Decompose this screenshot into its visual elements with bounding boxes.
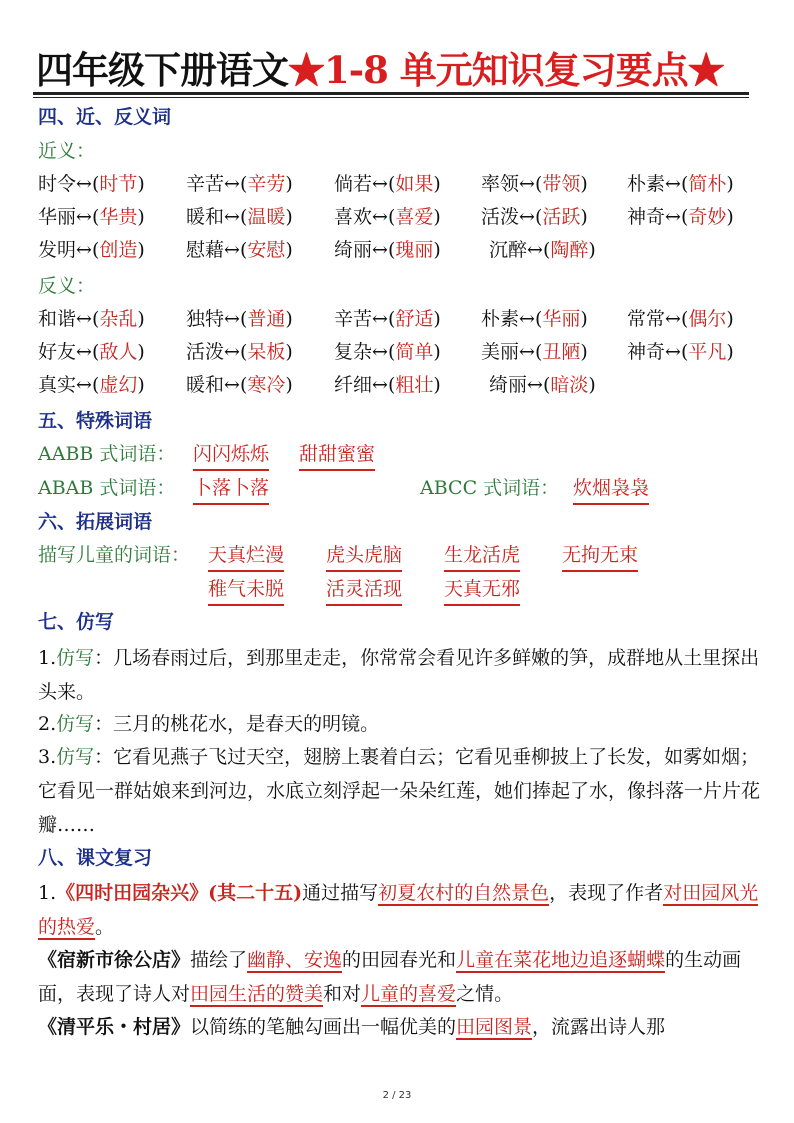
double-arrow-icon: ↔ xyxy=(665,206,681,228)
antonym-word: 朴素 xyxy=(481,308,520,330)
double-arrow-icon: ↔ xyxy=(665,341,681,363)
double-arrow-icon: ↔ xyxy=(372,239,388,261)
title-divider xyxy=(33,92,749,95)
double-arrow-icon: ↔ xyxy=(372,374,388,396)
double-arrow-icon: ↔ xyxy=(372,308,388,330)
synonym-answer: 时节 xyxy=(99,173,138,195)
double-arrow-icon: ↔ xyxy=(372,206,388,228)
synonym-pair: 倘若↔(如果) xyxy=(334,173,441,195)
synonym-pair: 朴素↔(简朴) xyxy=(627,173,734,195)
synonym-answer: 奇妙 xyxy=(688,206,727,228)
double-arrow-icon: ↔ xyxy=(224,173,240,195)
title-main: 四年级下册语文 xyxy=(36,48,288,92)
antonym-word: 常常 xyxy=(627,308,666,330)
children-word: 天真无邪 xyxy=(444,574,520,606)
imitation-item: 2.仿写：三月的桃花水，是春天的明镜。 xyxy=(38,713,380,735)
antonym-pair: 绮丽↔(暗淡) xyxy=(489,374,596,396)
antonym-word: 辛苦 xyxy=(334,308,373,330)
antonym-pair: 活泼↔(呆板) xyxy=(186,341,293,363)
antonym-pair: 暖和↔(寒冷) xyxy=(186,374,293,396)
synonym-answer: 温暖 xyxy=(247,206,286,228)
antonym-pair: 和谐↔(杂乱) xyxy=(38,308,145,330)
synonym-word: 神奇 xyxy=(627,206,666,228)
double-arrow-icon: ↔ xyxy=(224,374,240,396)
double-arrow-icon: ↔ xyxy=(527,239,543,261)
children-word: 天真烂漫 xyxy=(208,540,284,572)
synonym-answer: 如果 xyxy=(395,173,434,195)
antonym-word: 活泼 xyxy=(186,341,225,363)
antonym-word: 真实 xyxy=(38,374,77,396)
star-icon: ★ xyxy=(687,48,724,92)
section-heading-synonyms: 四、近、反义词 xyxy=(38,106,172,128)
antonym-pair: 好友↔(敌人) xyxy=(38,341,145,363)
synonym-word: 慰藉 xyxy=(186,239,225,261)
antonym-word: 复杂 xyxy=(334,341,373,363)
antonym-word: 暖和 xyxy=(186,374,225,396)
abcc-word: 炊烟袅袅 xyxy=(573,473,649,505)
title-range: 1-8 单元知识复习要点 xyxy=(324,48,688,92)
double-arrow-icon: ↔ xyxy=(665,173,681,195)
page-number: 2 / 23 xyxy=(382,1090,412,1101)
title-divider-thin xyxy=(33,97,749,98)
antonym-pair: 复杂↔(简单) xyxy=(334,341,441,363)
imitation-item: 1.仿写：几场春雨过后，到那里走走，你常常会看见许多鲜嫩的笋，成群地从土里探出头来。 xyxy=(38,647,760,703)
synonym-word: 发明 xyxy=(38,239,77,261)
antonym-pair: 真实↔(虚幻) xyxy=(38,374,145,396)
antonym-answer: 普通 xyxy=(247,308,286,330)
synonym-word: 暖和 xyxy=(186,206,225,228)
synonym-word: 绮丽 xyxy=(334,239,373,261)
synonym-word: 辛苦 xyxy=(186,173,225,195)
synonym-answer: 活跃 xyxy=(542,206,581,228)
antonym-word: 神奇 xyxy=(627,341,666,363)
synonym-word: 时令 xyxy=(38,173,77,195)
antonym-pair: 纤细↔(粗壮) xyxy=(334,374,441,396)
antonym-pair: 神奇↔(平凡) xyxy=(627,341,734,363)
synonym-pair: 华丽↔(华贵) xyxy=(38,206,145,228)
synonym-pair: 辛苦↔(辛劳) xyxy=(186,173,293,195)
abab-label: ABAB 式词语： xyxy=(38,477,176,499)
double-arrow-icon: ↔ xyxy=(519,308,535,330)
page-title xyxy=(36,46,766,94)
synonym-pair: 发明↔(创造) xyxy=(38,239,145,261)
antonym-pair: 独特↔(普通) xyxy=(186,308,293,330)
review-paragraph: 《宿新市徐公店》描绘了幽静、安逸的田园春光和儿童在菜花地边追逐蝴蝶的生动画面，表现了诗人对田园生活的赞美和对儿童的喜爱之情。 xyxy=(38,949,742,1005)
antonym-answer: 简单 xyxy=(395,341,434,363)
antonym-answer: 偶尔 xyxy=(688,308,727,330)
antonym-answer: 杂乱 xyxy=(99,308,138,330)
aabb-word: 甜甜蜜蜜 xyxy=(299,439,375,471)
synonym-answer: 华贵 xyxy=(99,206,138,228)
double-arrow-icon: ↔ xyxy=(372,341,388,363)
synonym-pair: 率领↔(带领) xyxy=(481,173,588,195)
poem-title: 《清平乐・村居》 xyxy=(38,1016,191,1038)
synonym-pair: 沉醉↔(陶醉) xyxy=(489,239,596,261)
synonym-answer: 陶醉 xyxy=(550,239,589,261)
synonym-word: 活泼 xyxy=(481,206,520,228)
antonym-pair: 美丽↔(丑陋) xyxy=(481,341,588,363)
imitation-item: 3.仿写：它看见燕子飞过天空，翅膀上裹着白云；它看见垂柳披上了长发，如雾如烟；它看见一群姑娘来到河边，水底立刻浮起一朵朵红莲，她们捧起了水，像抖落一片片花瓣…… xyxy=(38,746,761,836)
synonym-pair: 暖和↔(温暖) xyxy=(186,206,293,228)
children-word: 生龙活虎 xyxy=(444,540,520,572)
section-heading-imitation: 七、仿写 xyxy=(38,611,115,633)
synonym-pair: 慰藉↔(安慰) xyxy=(186,239,293,261)
antonym-label: 反义： xyxy=(38,275,96,297)
synonym-pair: 时令↔(时节) xyxy=(38,173,145,195)
double-arrow-icon: ↔ xyxy=(527,374,543,396)
double-arrow-icon: ↔ xyxy=(76,308,92,330)
abcc-label: ABCC 式词语： xyxy=(420,477,560,499)
double-arrow-icon: ↔ xyxy=(76,206,92,228)
antonym-pair: 朴素↔(华丽) xyxy=(481,308,588,330)
double-arrow-icon: ↔ xyxy=(519,206,535,228)
antonym-word: 纤细 xyxy=(334,374,373,396)
double-arrow-icon: ↔ xyxy=(224,308,240,330)
antonym-answer: 敌人 xyxy=(99,341,138,363)
review-paragraph: 1.《四时田园杂兴》(其二十五)通过描写初夏农村的自然景色，表现了作者对田园风光的热爱。 xyxy=(38,882,759,938)
antonym-answer: 平凡 xyxy=(688,341,727,363)
aabb-word: 闪闪烁烁 xyxy=(193,439,269,471)
antonym-answer: 呆板 xyxy=(247,341,286,363)
antonym-answer: 华丽 xyxy=(542,308,581,330)
synonym-word: 华丽 xyxy=(38,206,77,228)
children-word: 无拘无束 xyxy=(562,540,638,572)
section-heading-special-words: 五、特殊词语 xyxy=(38,410,153,432)
antonym-answer: 暗淡 xyxy=(550,374,589,396)
synonym-answer: 喜爱 xyxy=(395,206,434,228)
review-paragraph: 《清平乐・村居》以简练的笔触勾画出一幅优美的田园图景，流露出诗人那 xyxy=(38,1016,666,1038)
antonym-word: 美丽 xyxy=(481,341,520,363)
synonym-word: 沉醉 xyxy=(489,239,528,261)
synonym-pair: 喜欢↔(喜爱) xyxy=(334,206,441,228)
children-words-label: 描写儿童的词语： xyxy=(38,544,191,566)
children-word: 稚气未脱 xyxy=(208,574,284,606)
antonym-word: 好友 xyxy=(38,341,77,363)
synonym-answer: 简朴 xyxy=(688,173,727,195)
double-arrow-icon: ↔ xyxy=(224,239,240,261)
double-arrow-icon: ↔ xyxy=(665,308,681,330)
synonym-pair: 神奇↔(奇妙) xyxy=(627,206,734,228)
double-arrow-icon: ↔ xyxy=(224,341,240,363)
antonym-answer: 寒冷 xyxy=(247,374,286,396)
double-arrow-icon: ↔ xyxy=(372,173,388,195)
antonym-answer: 虚幻 xyxy=(99,374,138,396)
antonym-answer: 粗壮 xyxy=(395,374,434,396)
synonym-word: 率领 xyxy=(481,173,520,195)
antonym-pair: 常常↔(偶尔) xyxy=(627,308,734,330)
synonym-pair: 活泼↔(活跃) xyxy=(481,206,588,228)
antonym-word: 和谐 xyxy=(38,308,77,330)
section-heading-extended-words: 六、拓展词语 xyxy=(38,511,153,533)
poem-title: 《宿新市徐公店》 xyxy=(38,949,191,971)
double-arrow-icon: ↔ xyxy=(76,173,92,195)
double-arrow-icon: ↔ xyxy=(76,239,92,261)
synonym-word: 倘若 xyxy=(334,173,373,195)
synonym-answer: 瑰丽 xyxy=(395,239,434,261)
double-arrow-icon: ↔ xyxy=(519,341,535,363)
children-word: 活灵活现 xyxy=(326,574,402,606)
double-arrow-icon: ↔ xyxy=(519,173,535,195)
synonym-word: 喜欢 xyxy=(334,206,373,228)
section-heading-text-review: 八、课文复习 xyxy=(38,847,153,869)
synonym-answer: 辛劳 xyxy=(247,173,286,195)
synonym-label: 近义： xyxy=(38,140,96,162)
poem-title: 《四时田园杂兴》 xyxy=(56,882,209,904)
antonym-pair: 辛苦↔(舒适) xyxy=(334,308,441,330)
double-arrow-icon: ↔ xyxy=(76,341,92,363)
antonym-answer: 舒适 xyxy=(395,308,434,330)
synonym-word: 朴素 xyxy=(627,173,666,195)
synonym-answer: 创造 xyxy=(99,239,138,261)
abab-word: 卜落卜落 xyxy=(193,473,269,505)
double-arrow-icon: ↔ xyxy=(224,206,240,228)
antonym-answer: 丑陋 xyxy=(542,341,581,363)
antonym-word: 绮丽 xyxy=(489,374,528,396)
synonym-answer: 安慰 xyxy=(247,239,286,261)
synonym-pair: 绮丽↔(瑰丽) xyxy=(334,239,441,261)
children-word: 虎头虎脑 xyxy=(326,540,402,572)
aabb-label: AABB 式词语： xyxy=(38,443,176,465)
synonym-answer: 带领 xyxy=(542,173,581,195)
antonym-word: 独特 xyxy=(186,308,225,330)
double-arrow-icon: ↔ xyxy=(76,374,92,396)
star-icon: ★ xyxy=(288,48,324,92)
